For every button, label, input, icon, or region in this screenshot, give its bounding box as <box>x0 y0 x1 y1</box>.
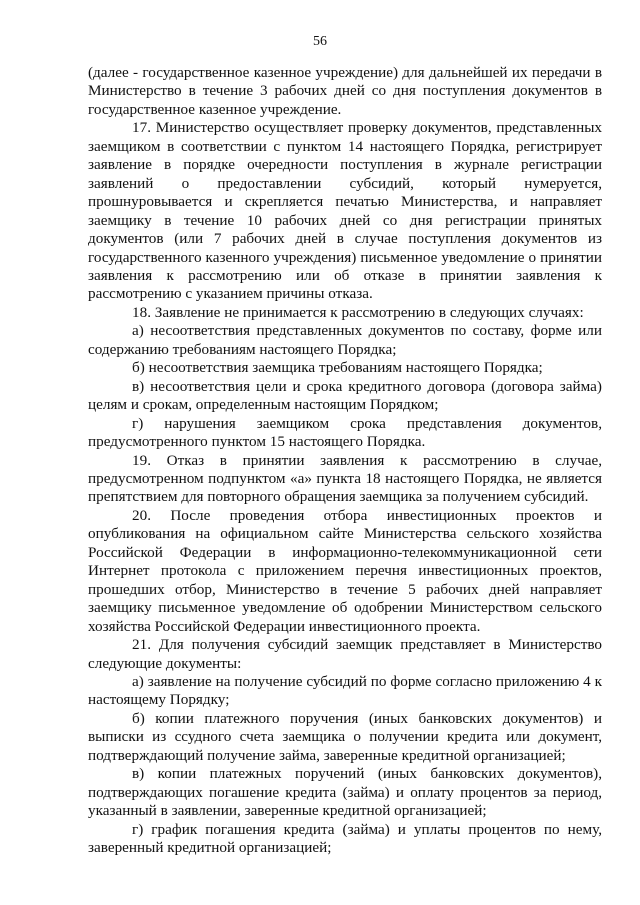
paragraph-18-g: г) нарушения заемщиком срока представления документов, предусмотренного пунктом 15 настоящего Порядка. <box>88 414 602 451</box>
paragraph-21-g: г) график погашения кредита (займа) и уплаты процентов по нему, заверенный кредитной организацией; <box>88 820 602 857</box>
paragraph-18: 18. Заявление не принимается к рассмотрению в следующих случаях: <box>132 303 584 321</box>
paragraph-continuation: (далее - государственное казенное учреждение) для дальнейшей их передачи в Министерство в течение 3 рабочих дней со дня поступления документов в государственное казенное учреждение. <box>88 64 602 118</box>
paragraph-20: 20. После проведения отбора инвестиционных проектов и опубликования на официальном сайте Министерства сельского хозяйства Российской Федерации в информационно-телекоммуникационной сети Интернет протокола с приложением перечня инвестиционных проектов, прошедших отбор, Министерство в течение 5 рабочих дней направляет заемщику письменное уведомление об одобрении Министерством сельского хозяйства Российской Федерации инвестиционного проекта. <box>88 506 602 635</box>
document-body <box>88 64 602 857</box>
paragraph-21-b: б) копии платежного поручения (иных банковских документов) и выписки из ссудного счета заемщика о получении кредита или документ, подтверждающий получение займа, заверенные кредитной организацией; <box>88 709 602 764</box>
paragraph-21-v: в) копии платежных поручений (иных банковских документов), подтверждающих погашение кредита (займа) и оплату процентов за период, указанный в заявлении, заверенные кредитной организацией; <box>88 765 602 820</box>
paragraph-18-v: в) несоответствия цели и срока кредитного договора (договора займа) целям и срокам, определенным настоящим Порядком; <box>88 377 602 414</box>
paragraph-19: 19. Отказ в принятии заявления к рассмотрению в случае, предусмотренном подпунктом «а» пункта 18 настоящего Порядка, не является препятствием для повторного обращения заемщика за получением субсидий. <box>88 451 602 506</box>
paragraph-18-b: б) несоответствия заемщика требованиям настоящего Порядка; <box>132 359 543 377</box>
paragraph-21-a: а) заявление на получение субсидий по форме согласно приложению 4 к настоящему Порядку; <box>88 672 602 709</box>
paragraph-21: 21. Для получения субсидий заемщик представляет в Министерство следующие документы: <box>88 636 602 672</box>
paragraph-17: 17. Министерство осуществляет проверку документов, представленных заемщиком в соответствии с пунктом 14 настоящего Порядка, регистрирует заявление в порядке очередности поступления в журнале регистрации заявлений о предоставлении субсидий, который нумеруется, прошнуровывается и скрепляется печатью Министерства, и направляет заемщику в течение 10 рабочих дней со дня регистрации принятых документов (или 7 рабочих дней в случае поступления документов из государственного казенного учреждения) письменное уведомление о принятии заявления к рассмотрению или об отказе в принятии заявления к рассмотрению с указанием причины отказа. <box>88 119 602 303</box>
page-number: 56 <box>313 34 327 49</box>
paragraph-18-a: а) несоответствия представленных документов по составу, форме или содержанию требованиям настоящего Порядка; <box>88 322 602 358</box>
